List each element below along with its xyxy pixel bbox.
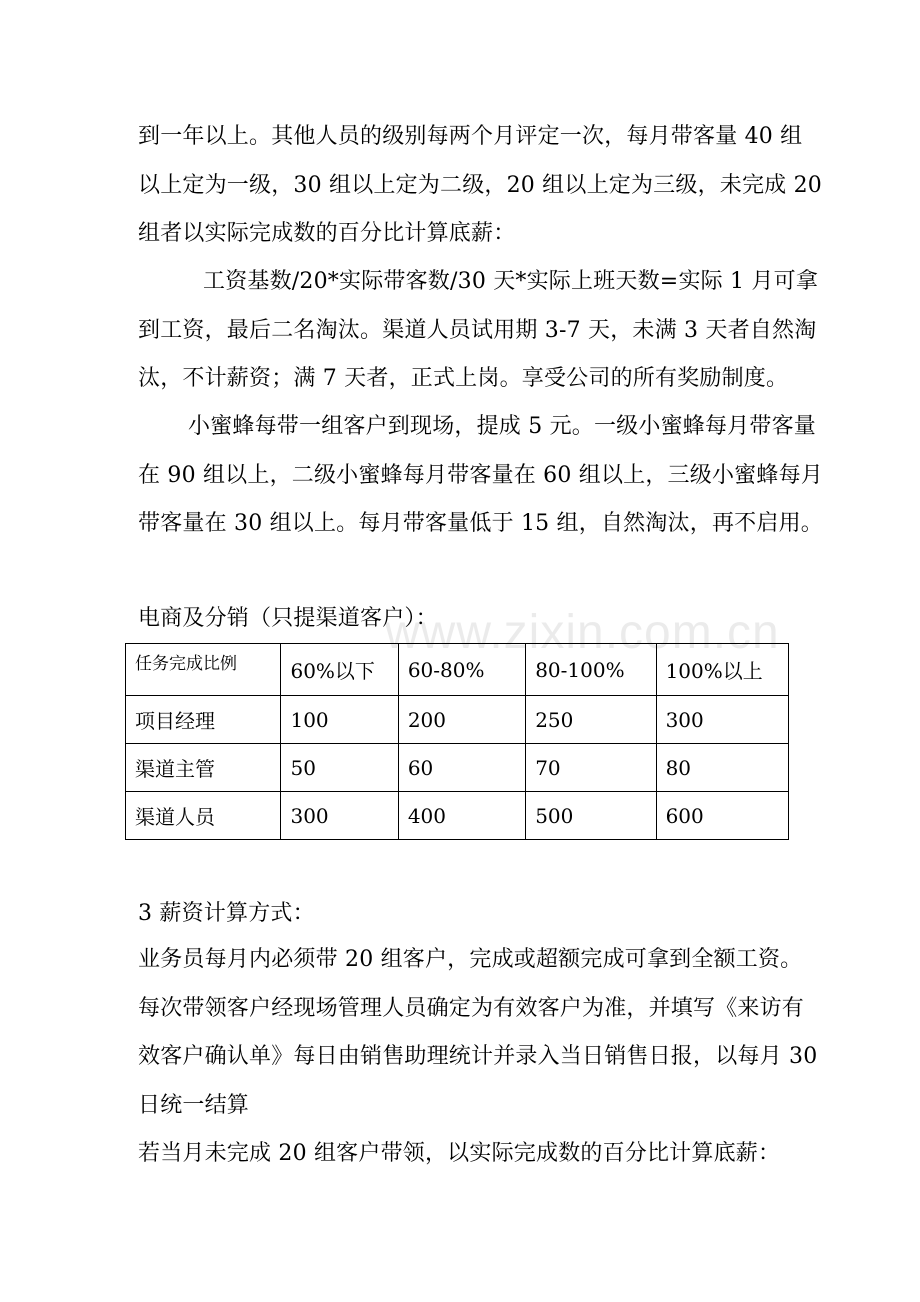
section-3-line-3: 效客户确认单》每日由销售助理统计并录入当日销售日报，以每月 30 — [138, 1044, 818, 1069]
table-row — [126, 696, 789, 744]
table-cell: 300 — [281, 792, 398, 840]
table-cell: 600 — [656, 792, 788, 840]
paragraph-2-line-2: 到工资，最后二名淘汰。渠道人员试用期 3-7 天，未满 3 天者自然淘 — [138, 318, 817, 343]
table-header-cell: 60-80% — [398, 644, 525, 696]
section-3-line-5: 若当月未完成 20 组客户带领，以实际完成数的百分比计算底薪： — [138, 1141, 781, 1166]
table-cell: 100 — [281, 696, 398, 744]
table-cell: 60 — [398, 744, 525, 792]
section-3-line-2: 每次带领客户经现场管理人员确定为有效客户为准，并填写《来访有 — [138, 996, 805, 1021]
table-header-row — [126, 644, 789, 696]
table-header-cell: 60%以下 — [281, 644, 398, 696]
table-cell: 400 — [398, 792, 525, 840]
table-cell: 200 — [398, 696, 525, 744]
paragraph-3-line-1: 小蜜蜂每带一组客户到现场，提成 5 元。一级小蜜蜂每月带客量 — [188, 414, 816, 439]
paragraph-1-line-2: 以上定为一级，30 组以上定为二级，20 组以上定为三级，未完成 20 — [138, 173, 822, 198]
paragraph-3-line-3: 带客量在 30 组以上。每月带客量低于 15 组，自然淘汰，再不启用。 — [138, 511, 823, 536]
table-cell: 500 — [526, 792, 656, 840]
paragraph-2-line-3: 汰，不计薪资；满 7 天者，正式上岗。享受公司的所有奖励制度。 — [138, 366, 789, 391]
table-cell: 250 — [526, 696, 656, 744]
paragraph-1-line-3: 组者以实际完成数的百分比计算底薪： — [138, 221, 516, 246]
table-cell: 50 — [281, 744, 398, 792]
table-row — [126, 792, 789, 840]
paragraph-2-line-1: 工资基数/20*实际带客数/30 天*实际上班天数=实际 1 月可拿 — [203, 269, 819, 294]
commission-table — [125, 643, 789, 840]
paragraph-3-line-2: 在 90 组以上，二级小蜜蜂每月带客量在 60 组以上，三级小蜜蜂每月 — [138, 463, 823, 488]
table-cell: 70 — [526, 744, 656, 792]
table-header-cell: 80-100% — [526, 644, 656, 696]
table-header-cell: 任务完成比例 — [126, 644, 281, 696]
section-3-heading: 3 薪资计算方式： — [138, 901, 315, 926]
paragraph-1-line-1: 到一年以上。其他人员的级别每两个月评定一次，每月带客量 40 组 — [138, 124, 803, 149]
section-3-line-4: 日统一结算 — [138, 1093, 250, 1118]
table-cell: 80 — [656, 744, 788, 792]
table-caption: 电商及分销（只提渠道客户）： — [138, 606, 438, 631]
table-row-label: 渠道主管 — [126, 744, 281, 792]
table-row — [126, 744, 789, 792]
table-cell: 300 — [656, 696, 788, 744]
table-row-label: 渠道人员 — [126, 792, 281, 840]
section-3-line-1: 业务员每月内必须带 20 组客户，完成或超额完成可拿到全额工资。 — [138, 947, 803, 972]
table-header-cell: 100%以上 — [656, 644, 788, 696]
table-row-label: 项目经理 — [126, 696, 281, 744]
watermark: www.zixin.com.cn — [385, 606, 780, 659]
